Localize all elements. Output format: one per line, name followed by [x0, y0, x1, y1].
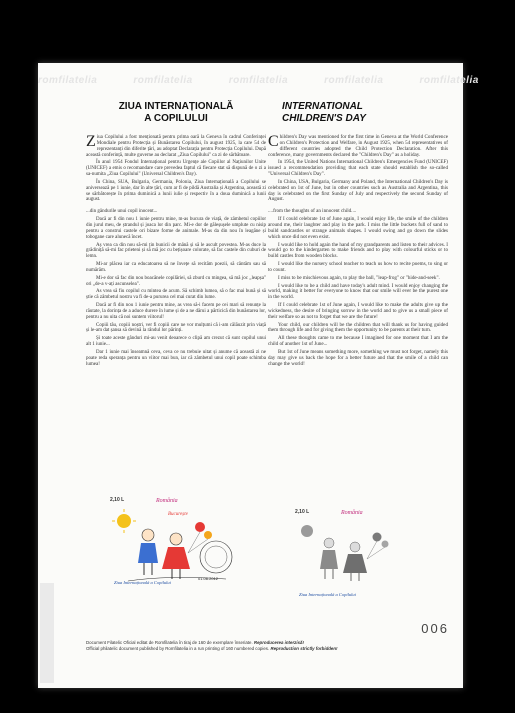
postmark-date: 01.06.2012 — [198, 576, 219, 581]
english-paragraph: In China, USA, Bulgaria, Germany and Poland, the International Children's Day is celebrated on 1st of June, but in other countries such as Australia and Argentina, this day is celebrated on the first Sunday of July and respectively the second Sunday of August. — [268, 178, 448, 203]
romanian-paragraph: Dar 1 iunie mai înseamnă ceva, ceva ce nu trebuie uitat și anume că această zi ne poate reda speranța pentru un viitor mai bun, iar că zâmbetul unui copil poate schimba lumea! — [86, 350, 266, 367]
romanian-column — [86, 101, 266, 370]
side-watermark-strip — [40, 583, 54, 683]
english-body — [268, 135, 448, 368]
english-subheading: ....from the thoughts of an innocent child.... — [268, 208, 357, 215]
stamp-caption: Ziua Internațională a Copilului — [299, 592, 356, 597]
english-paragraph: I would like to be a child and have today's adult mind. I would enjoy changing the world, making it better for everyone to know that our smile will ever be the purest one in the world. — [268, 282, 448, 301]
document-footer — [86, 640, 416, 652]
stamp-country: România — [341, 510, 363, 516]
romanian-paragraph: Dacă ar fi din nou 1 iunie pentru mine, m-as bucura de viață, de zâmbetul copiilor din jurul meu, de ștrandul și joaca lor din parc. Mi-e dor de găleșușele umplute cu nisip pentru a construi castele ori bizare forme de animale. M-as da din nou în leagăne și tobogane care alunecă încet. — [86, 217, 266, 240]
english-title — [268, 101, 448, 125]
romanian-paragraph: Copiii tău, copiii noștri, ver fi copiii care ne vor mulțumi că i-am călăuzit prin viață și le-am dat șansa să devină la rândul lor părinți. — [86, 322, 266, 334]
philatelic-document — [38, 63, 479, 688]
romanian-paragraph: As vrea să fiu copilul cu mintea de acum. Să schimb lumea, să o fac mai bună și să știe că zâmbetul nostru va fi de-a pururea cel mai curat din lume. — [86, 289, 266, 301]
romanian-paragraph: Ziua Copilului a fost menționată pentru prima oară la Geneva în cadrul Conferinței Mondiale pentru Protecția și Bunăstarea Copilului, în august 1925, la care 54 de reprezentanți din diferite țări, au adoptat Declarația pentru Protecția Copilului. După această conferință, multe guverne au declarat „Ziua Copilului" ca zi de sărbătoare. — [86, 133, 266, 158]
romanian-paragraph: În anul 1954 Fondul Internațional pentru Urgențe ale Copiilor al Națiunilor Unite (UNICEF) a emis o recomandare care prevedea faptul că fiecare stat să dispună de o zi a sa-numita „Ziua Copilului" (Universal Children's Day). — [86, 160, 266, 178]
english-paragraph: But 1st of June means something more, something we must not forget, namely this day may give us back the hope for a better future and that the smile of a child can change the world! — [268, 349, 448, 367]
english-paragraph: I would like the nursery school teacher to teach us how to recite poems, to sing or to count. — [268, 261, 448, 273]
romanian-paragraph: Mi-ar plăcea iar ca educatoarea să ne învețe să recităm poezii, să cântăm sau să numărăm. — [86, 262, 266, 273]
romanian-title-line2: A COPILULUI — [144, 113, 208, 124]
english-paragraph: In 1954, the United Nations International Children's Emergencies Fund (UNICEF) issued a recommendation providing that each state should establish the so-called "Universal Children's Day". — [268, 159, 448, 178]
english-paragraph: I miss to be mischievous again, to play the ball, "leap-frog" or "hide-and-seek". — [278, 274, 440, 281]
stamp-value: 2,10 L — [110, 497, 125, 503]
romanian-paragraph: Și toate aceste gânduri mi-au venit deoarece o clipă am crezut că sunt copilul unui alt 1 iunie... — [86, 336, 266, 348]
romanian-title-line1: ZIUA INTERNAȚIONALĂ — [118, 101, 234, 112]
children-drawing-grey-illustration — [293, 517, 408, 589]
romanian-paragraph: În China, SUA, Bulgaria, Germania, Polonia, Ziua Internațională a Copilului se aniversează pe 1 iunie, dar în alte țări, cum ar fi de pildă Australia și Argentina, această zi se sărbătorește în prima duminică a lunii iulie și respectiv în a doua duminică a lunii august. — [86, 179, 266, 203]
romanian-paragraph: Aș vrea ca din nou să-mi țin bunicii de mână și să le ascult povestea. M-as duce la grădiniță să-mi fac prieteni și să mă joc cu bețișoare colorate, să fac castele din cuburi de lemn. — [86, 242, 266, 260]
romanian-paragraph: Mi-e dor să fac din nou boacănele copilăriei, să zburd cu mingea, să mă joc „leapșa" ori „de-a v-ați ascunselea". — [86, 275, 266, 287]
stamp-drawing-text: Bucurește — [168, 512, 188, 517]
english-paragraph: All these thoughts came to me because I imagined for one moment that I am the child of another 1st of June... — [268, 335, 448, 348]
footer-line-english: Official philatelic document published by Romfilatelia in a run printing of 160 numbered copies. Reproduction strictly forbidden! — [86, 646, 338, 651]
romanian-paragraph: Dacă ar fi din nou 1 iunie pentru mine, as vrea să-i facem pe cei mari să renunțe la răutate, la dorința de a aduce durere în lume și de a ne dărui a părticică din bunăstarea lor, pentru a nu uita că noi suntem viitorul! — [86, 303, 266, 320]
english-column — [268, 101, 448, 370]
english-paragraph: Your child, our children will be the children that will thank us for having guided them through life and for giving them the opportunity to be parents at their turn. — [268, 321, 448, 334]
english-paragraph: If I could celebrate 1st of June again, I would like to make the adults give up the wickedness, the desire of bringing sorrow in the world and to give us a small piece of their welfare so as not to forget that we are the future! — [268, 302, 448, 320]
english-paragraph: Children's Day was mentioned for the first time in Geneva at the World Conference on Children's Protection and Welfare, in August 1925, when 54 representatives of different countries adopted the Child Protection Declaration. After this conference, many governments declared the "Children's Day" as a holiday. — [268, 133, 448, 158]
english-dropcap: C — [268, 133, 279, 150]
romanian-title — [86, 101, 266, 125]
stamp-country: România — [156, 498, 178, 504]
english-title-line1: INTERNATIONAL — [282, 101, 363, 112]
children-drawing-illustration — [108, 505, 238, 585]
stamp-caption: Ziua Internațională a Copilului — [114, 580, 171, 585]
romanian-body — [86, 135, 266, 368]
english-paragraph: I would like to hold again the hand of my grandparents and listen to their advices. I would go to the kindergarten to make friends and to play with colourful sticks or to build castles from wooden blocks. — [268, 241, 448, 260]
color-stamp-cancelled — [108, 497, 238, 587]
romanian-dropcap: Z — [86, 133, 96, 150]
english-title-line2: CHILDREN'S DAY — [282, 113, 366, 124]
stamp-value: 2,10 L — [295, 509, 310, 515]
romanian-subheading: ...din gândurile unui copil inocent... — [86, 209, 158, 215]
footer-line-romanian: Document Filatelic Oficial editat de Romfilatelia în tiraj de 160 de exemplare înseriate. Reproducerea interzisă! — [86, 640, 304, 645]
english-paragraph: If I could celebrate 1st of June again, I would enjoy life, the smile of the children around me, their laughter and play in the park. I miss the little buckets full of sand to build sandcastles or strange animals shapes. I would swing and go down the slides which once did not even exist. — [268, 216, 448, 240]
romfilatelia-watermark: romfilatelia romfilatelia romfilatelia romfilatelia romfilatelia — [38, 75, 479, 86]
greyscale-stamp — [293, 509, 408, 599]
serial-number: 006 — [421, 621, 449, 636]
